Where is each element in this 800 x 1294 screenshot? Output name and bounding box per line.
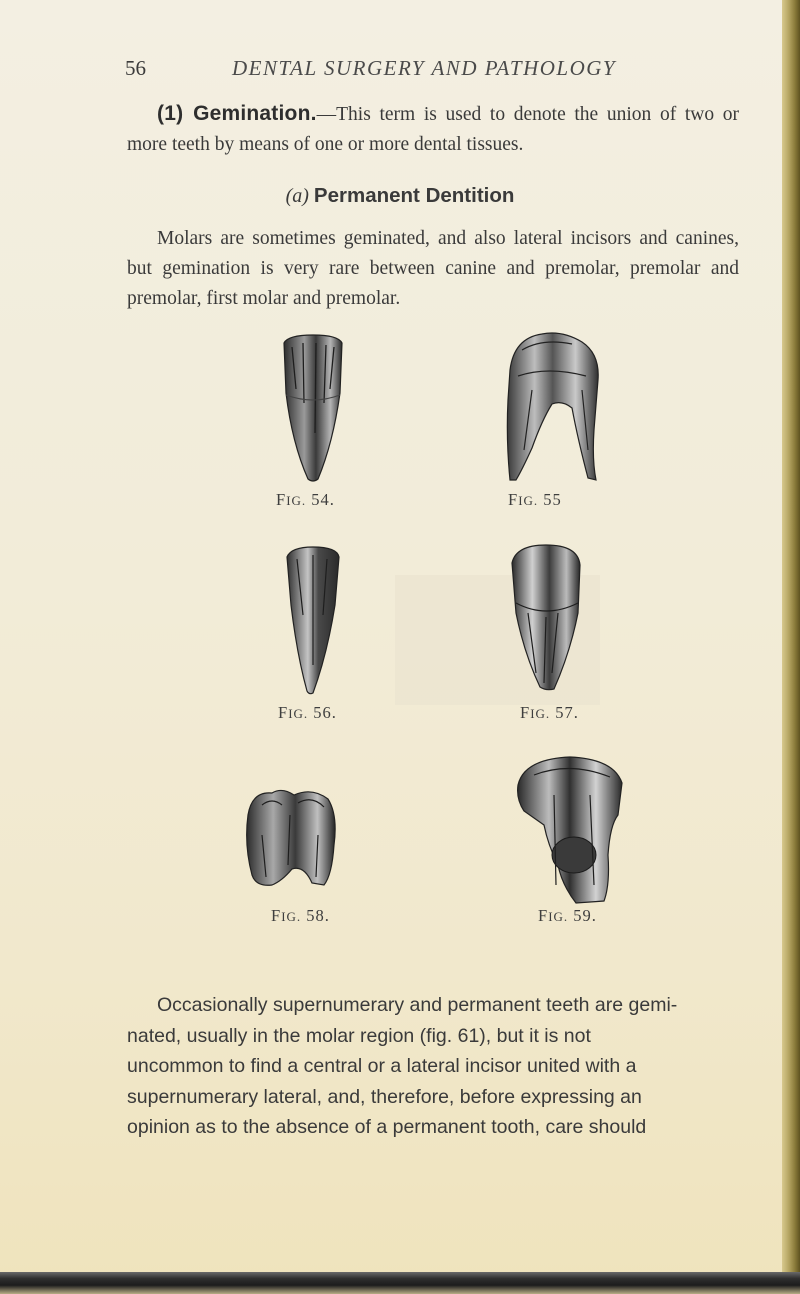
page-bottom-edge xyxy=(0,1272,800,1294)
section-heading: (1) Gemination. xyxy=(157,102,317,125)
figure-56-illustration xyxy=(283,545,343,695)
figure-56-caption: FIG. 56. xyxy=(278,703,337,722)
paragraph-line: uncommon to find a central or a lateral incisor united with a xyxy=(127,1055,637,1077)
figure-55-caption: FIG. 55 xyxy=(508,490,562,509)
figure-58-illustration xyxy=(242,785,338,891)
section-intro-text: —This term is used to denote the union of two or more teeth by means of one or more dental tissues. xyxy=(127,104,739,155)
paragraph-permanent-dentition: Molars are sometimes geminated, and also lateral incisors and canines, but gemination is very rare between canine and premolar, premolar and premolar, first molar and premolar. xyxy=(127,228,739,309)
paragraph-line: Occasionally supernumerary and permanent teeth are gemi- xyxy=(157,994,678,1016)
figure-59-illustration xyxy=(514,755,626,905)
figure-57-illustration xyxy=(508,543,584,691)
subsection-title: Permanent Dentition xyxy=(313,184,515,207)
figure-55-illustration xyxy=(502,330,604,482)
section-gemination-paragraph xyxy=(127,99,739,160)
figure-54-caption: FIG. 54. xyxy=(276,490,335,509)
figure-57-caption: FIG. 57. xyxy=(520,703,579,722)
paragraph-line: supernumerary lateral, and, therefore, before expressing an xyxy=(127,1085,642,1108)
subsection-label: (a) xyxy=(285,185,309,207)
running-title: DENTAL SURGERY AND PATHOLOGY xyxy=(232,56,617,80)
paragraph-line: nated, usually in the molar region (fig. 61), but it is not xyxy=(127,1024,591,1047)
figure-59-caption: FIG. 59. xyxy=(538,906,597,925)
running-head xyxy=(0,56,800,86)
page-number: 56 xyxy=(125,56,146,80)
figure-58-caption: FIG. 58. xyxy=(271,906,330,925)
paragraph-supernumerary xyxy=(127,990,739,1143)
subsection-heading xyxy=(0,184,800,208)
figure-54-illustration xyxy=(278,333,348,483)
paragraph-line: opinion as to the absence of a permanent tooth, care should xyxy=(127,1116,647,1138)
